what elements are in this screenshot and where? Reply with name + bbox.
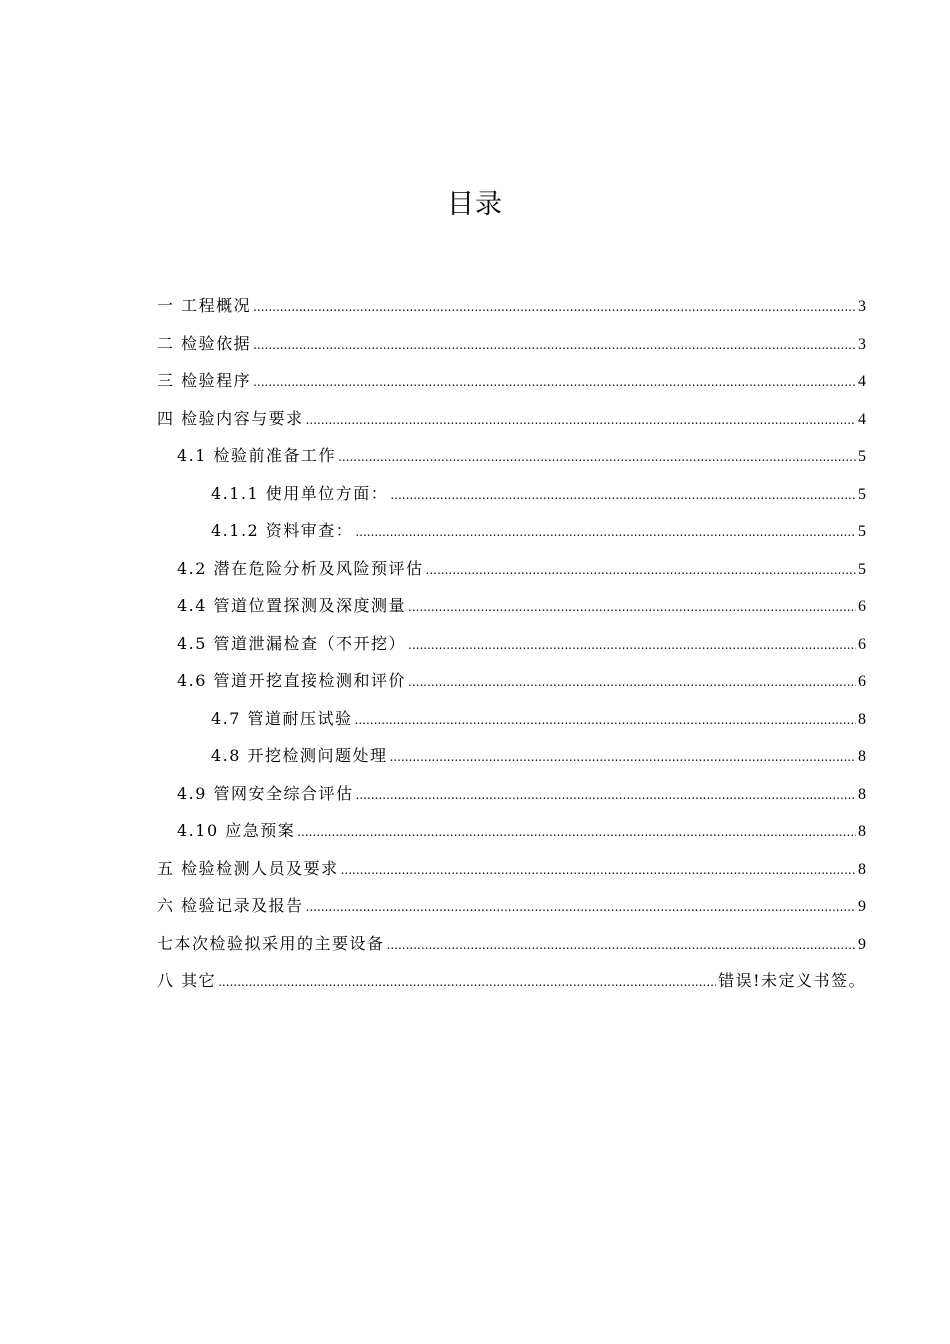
toc-dot-leader — [297, 814, 856, 852]
toc-page-number: 3 — [858, 335, 866, 353]
toc-entry[interactable] — [157, 587, 866, 625]
toc-entry[interactable] — [157, 812, 866, 850]
toc-entry[interactable] — [157, 512, 866, 550]
toc-dot-leader — [338, 439, 856, 477]
toc-entry[interactable] — [157, 737, 866, 775]
toc-dot-leader — [355, 702, 856, 740]
toc-entry[interactable] — [157, 475, 866, 513]
toc-entry[interactable] — [157, 437, 866, 475]
toc-page-number: 4 — [858, 410, 866, 428]
toc-entry[interactable] — [157, 700, 866, 738]
toc-dot-leader — [356, 777, 856, 815]
toc-entry-text: 六 检验记录及报告 — [157, 896, 304, 915]
toc-entry[interactable] — [157, 550, 866, 588]
toc-page-number: 6 — [858, 673, 866, 690]
toc-entry-text: 4.6 管道开挖直接检测和评价 — [177, 671, 407, 690]
toc-dot-leader — [390, 739, 856, 777]
toc-entry-text: 四 检验内容与要求 — [157, 408, 304, 428]
toc-entry[interactable] — [157, 887, 866, 925]
toc-entry[interactable] — [157, 925, 866, 963]
toc-entry-text: 4.9 管网安全综合评估 — [177, 783, 354, 803]
toc-page-number: 8 — [858, 823, 866, 840]
toc-entry-text: 4.1.2 资料审查： — [211, 521, 354, 540]
toc-page-number: 9 — [858, 898, 866, 915]
toc-dot-leader — [408, 664, 856, 702]
toc-page-number: 错误!未定义书签。 — [718, 971, 866, 990]
toc-dot-leader — [408, 627, 856, 665]
toc-dot-leader — [253, 289, 856, 327]
toc-page-number: 8 — [858, 860, 866, 878]
toc-page-number: 3 — [858, 298, 866, 315]
toc-page-number: 8 — [858, 710, 866, 728]
toc-entry-text: 二 检验依据 — [157, 333, 252, 353]
toc-dot-leader — [306, 889, 856, 927]
toc-page-number: 5 — [858, 448, 866, 465]
toc-entry[interactable] — [157, 775, 866, 813]
toc-dot-leader — [390, 477, 856, 515]
toc-entry[interactable] — [157, 625, 866, 663]
toc-entry-text: 一 工程概况 — [157, 296, 252, 315]
toc-entry-text: 4.8 开挖检测问题处理 — [211, 746, 388, 765]
toc-page-number: 9 — [858, 935, 866, 953]
toc-dot-leader — [218, 964, 716, 1002]
toc-entry-text: 三 检验程序 — [157, 371, 252, 390]
toc-entry-text: 4.4 管道位置探测及深度测量 — [177, 596, 407, 615]
toc-entry-text: 4.10 应急预案 — [177, 821, 296, 840]
toc-dot-leader — [306, 402, 856, 440]
toc-title: 目录 — [447, 189, 503, 220]
toc-dot-leader — [341, 852, 856, 890]
toc-entry[interactable] — [157, 662, 866, 700]
toc-page-number: 6 — [858, 635, 866, 653]
toc-page-number: 5 — [858, 560, 866, 578]
toc-entry-text: 4.1.1 使用单位方面： — [211, 483, 389, 503]
toc-entry[interactable] — [157, 362, 866, 400]
toc-entry[interactable] — [157, 287, 866, 325]
toc-page-number: 8 — [858, 785, 866, 803]
toc-page-number: 8 — [858, 748, 866, 765]
toc-entry-text: 4.7 管道耐压试验 — [211, 708, 353, 728]
toc-entry[interactable] — [157, 850, 866, 888]
toc-page-number: 4 — [858, 373, 866, 390]
toc-entry-text: 4.2 潜在危险分析及风险预评估 — [177, 558, 424, 578]
toc-page-number: 5 — [858, 523, 866, 540]
toc-entry-text: 4.1 检验前准备工作 — [177, 446, 337, 465]
toc-page-number: 6 — [858, 598, 866, 615]
toc-list — [157, 287, 866, 1000]
toc-entry[interactable] — [157, 325, 866, 363]
toc-dot-leader — [253, 364, 856, 402]
toc-dot-leader — [387, 927, 856, 965]
toc-dot-leader — [408, 589, 856, 627]
toc-dot-leader — [355, 514, 856, 552]
toc-entry-text: 4.5 管道泄漏检查（不开挖） — [177, 633, 407, 653]
toc-entry[interactable] — [157, 962, 866, 1000]
toc-dot-leader — [253, 327, 856, 365]
toc-entry-text: 七本次检验拟采用的主要设备 — [157, 933, 385, 953]
toc-entry-text: 五 检验检测人员及要求 — [157, 858, 339, 878]
toc-dot-leader — [426, 552, 856, 590]
toc-entry-text: 八 其它 — [157, 971, 217, 990]
toc-page-number: 5 — [858, 485, 866, 503]
toc-entry[interactable] — [157, 400, 866, 438]
